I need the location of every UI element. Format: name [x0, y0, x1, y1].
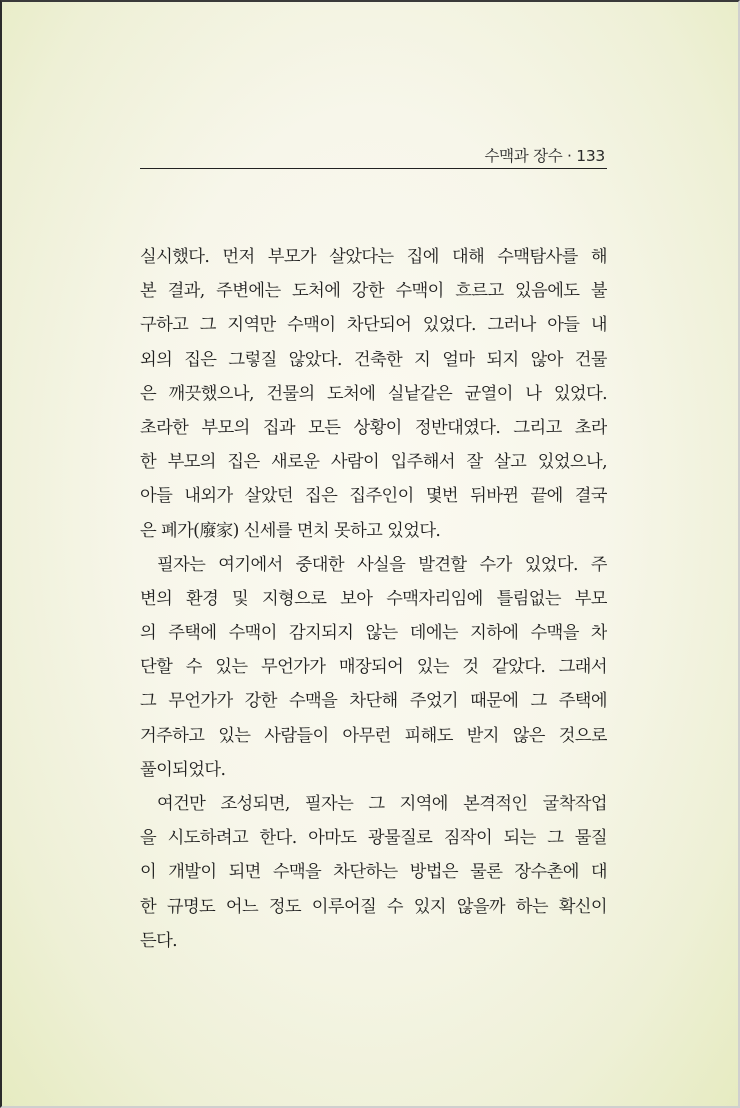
text-line: 초라한 부모의 집과 모든 상황이 정반대였다. 그리고 초라 — [140, 417, 607, 438]
text-line: 본 결과, 주변에는 도처에 강한 수맥이 흐르고 있음에도 불 — [140, 281, 607, 302]
text-line: 여건만 조성되면, 필자는 그 지역에 본격적인 굴착작업 — [157, 794, 607, 814]
text-line: 이 개발이 되면 수맥을 차단하는 방법은 물론 장수촌에 대 — [140, 862, 607, 883]
text-line: 그 무언가가 강한 수맥을 차단해 주었기 때문에 그 주택에 — [140, 691, 607, 712]
text-line: 한 부모의 집은 새로운 사람이 입주해서 잘 살고 있었으나, — [140, 452, 607, 473]
text-line: 변의 환경 및 지형으로 보아 수맥자리임에 틀림없는 부모 — [140, 588, 607, 609]
text-line: 을 시도하려고 한다. 아마도 광물질로 짐작이 되는 그 물질 — [140, 828, 607, 849]
text-line: 은 깨끗했으나, 건물의 도처에 실낱같은 균열이 나 있었다. — [140, 383, 607, 404]
text-line: 아들 내외가 살았던 집은 집주인이 몇번 뒤바뀐 끝에 결국 — [140, 486, 607, 507]
text-line: 필자는 여기에서 중대한 사실을 발견할 수가 있었다. 주 — [157, 554, 607, 575]
text-line: 단할 수 있는 무언가가 매장되어 있는 것 같았다. 그래서 — [140, 657, 607, 678]
header-rule — [140, 168, 607, 169]
text-line: 한 규명도 어느 정도 이루어질 수 있지 않을까 하는 확신이 — [140, 896, 607, 917]
text-line: 실시했다. 먼저 부모가 살았다는 집에 대해 수맥탐사를 해 — [140, 247, 607, 267]
running-title: 수맥과 장수 · 133 — [484, 147, 605, 165]
text-line: 의 주택에 수맥이 감지되지 않는 데에는 지하에 수맥을 차 — [140, 623, 607, 644]
text-line: 은 폐가(廢家) 신세를 면치 못하고 있었다. — [140, 520, 441, 541]
text-line: 풀이되었다. — [140, 759, 226, 780]
running-header — [140, 144, 607, 168]
text-line: 거주하고 있는 사람들이 아무런 피해도 받지 않은 것으로 — [140, 725, 607, 746]
text-line: 구하고 그 지역만 수맥이 차단되어 있었다. 그러나 아들 내 — [140, 315, 607, 336]
body-text — [140, 240, 607, 958]
text-line: 외의 집은 그렇질 않았다. 건축한 지 얼마 되지 않아 건물 — [140, 349, 607, 370]
text-line: 든다. — [140, 930, 178, 951]
